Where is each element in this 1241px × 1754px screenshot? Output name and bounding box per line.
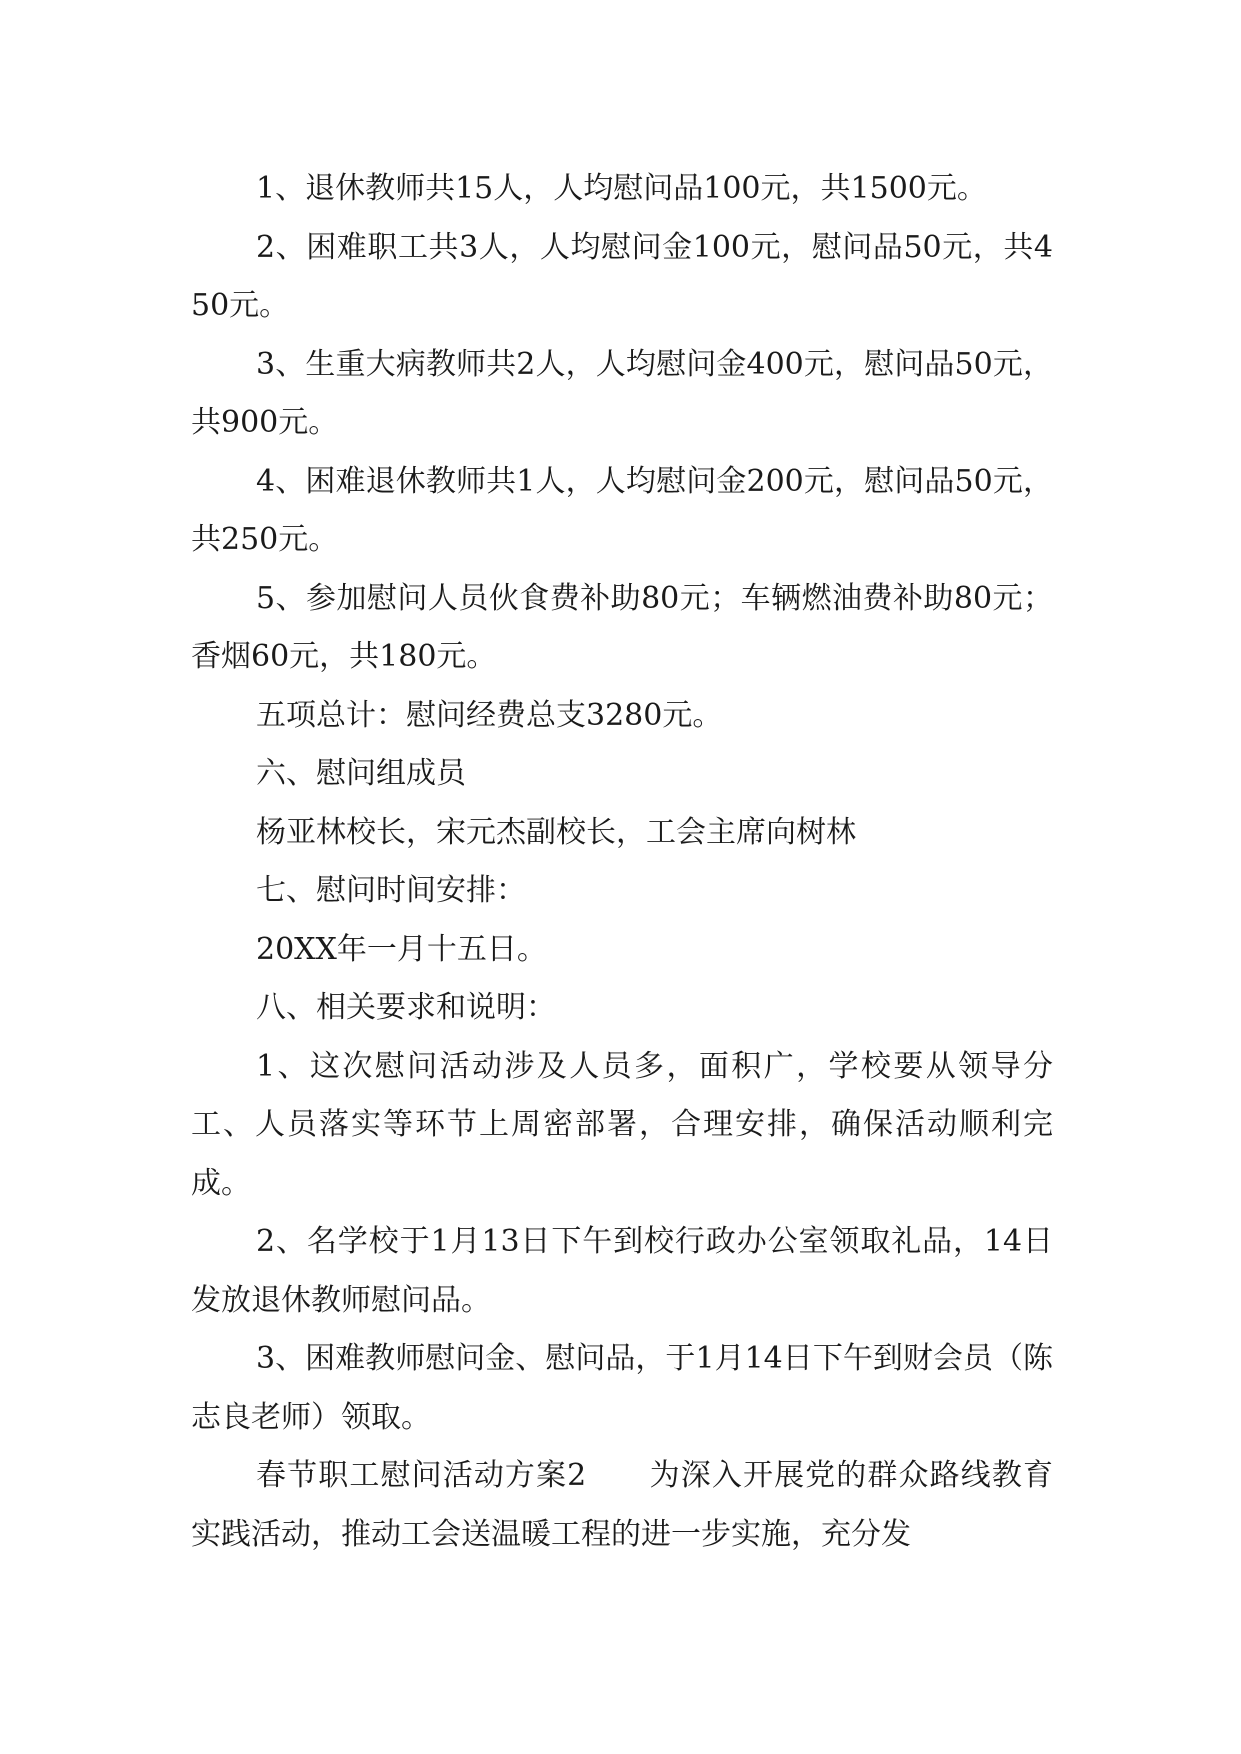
schedule-date: 20XX年一月十五日。 (256, 931, 547, 967)
document-body (191, 160, 1053, 1564)
retired-teachers-item: 1、退休教师共15人，人均慰问品100元，共1500元。 (256, 171, 987, 206)
needy-staff-item: 2、困难职工共3人，人均慰问金100元，慰问品50元，共450元。 (191, 229, 1053, 323)
section-heading-schedule: 七、慰问时间安排： (256, 873, 526, 908)
section-heading-members: 六、慰问组成员 (256, 756, 466, 791)
seriously-ill-teachers-item: 3、生重大病教师共2人，人均慰问金400元，慰问品50元，共900元。 (191, 346, 1053, 440)
total-budget: 五项总计：慰问经费总支3280元。 (256, 697, 723, 733)
needy-retired-teachers-item: 4、困难退休教师共1人，人均慰问金200元，慰问品50元，共250元。 (191, 463, 1053, 557)
requirement-item-3: 3、困难教师慰问金、慰问品，于1月14日下午到财会员（陈志良老师）领取。 (191, 1341, 1053, 1435)
team-members: 杨亚林校长，宋元杰副校长，工会主席向树林 (256, 814, 856, 850)
visitor-subsidy-item: 5、参加慰问人员伙食费补助80元；车辆燃油费补助80元；香烟60元，共180元。 (191, 580, 1053, 674)
requirement-item-1: 1、这次慰问活动涉及人员多，面积广，学校要从领导分工、人员落实等环节上周密部署，合理安排，确保活动顺利完成。 (191, 1048, 1053, 1201)
section-heading-requirements: 八、相关要求和说明： (256, 990, 556, 1025)
requirement-item-2: 2、名学校于1月13日下午到校行政办公室领取礼品，14日发放退休教师慰问品。 (191, 1224, 1053, 1318)
plan-2-intro: 春节职工慰问活动方案2 为深入开展党的群众路线教育实践活动，推动工会送温暖工程的进一步实施，充分发 (191, 1458, 1053, 1552)
